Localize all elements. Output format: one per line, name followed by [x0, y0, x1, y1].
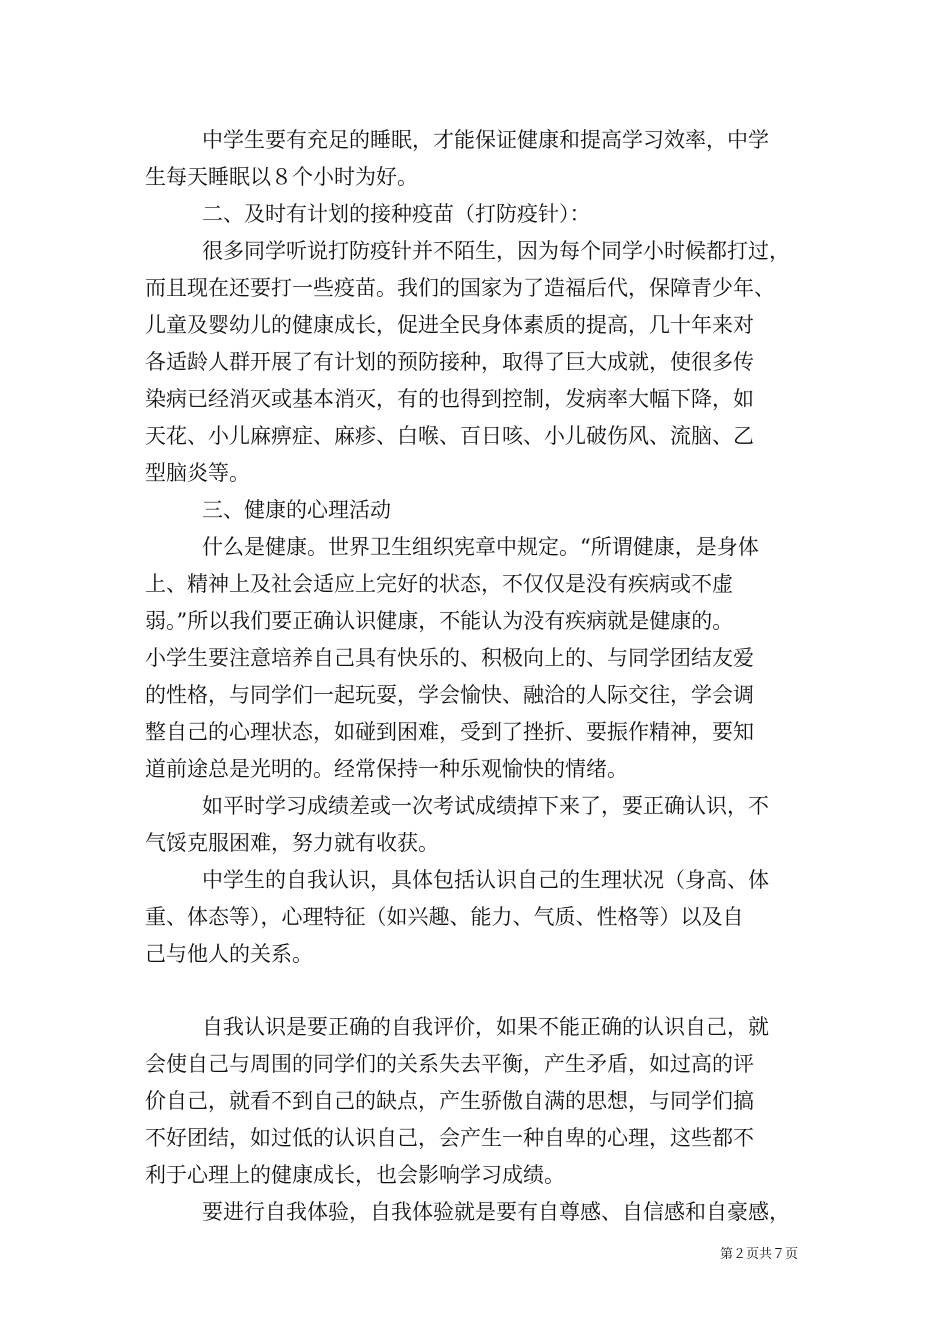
text-line: 如平时学习成绩差或一次考试成绩掉下来了，要正确认识，不 — [202, 794, 769, 818]
text-line: 的性格，与同学们一起玩耍，学会愉快、融洽的人际交往，学会调 — [145, 683, 754, 707]
text-line: 中学生要有充足的睡眠，才能保证健康和提高学习效率，中学 — [202, 128, 769, 152]
text-line: 整自己的心理状态，如碰到困难，受到了挫折、要振作精神，要知 — [145, 720, 754, 744]
text-line: 儿童及婴幼儿的健康成长，促进全民身体素质的提高，几十年来对 — [145, 313, 754, 337]
text-line: 会使自己与周围的同学们的关系失去平衡，产生矛盾，如过高的评 — [145, 1052, 754, 1076]
text-line: 气馁克服困难，努力就有收获。 — [145, 831, 439, 855]
text-line: 己与他人的关系。 — [145, 942, 313, 966]
text-line: 利于心理上的健康成长，也会影响学习成绩。 — [145, 1163, 565, 1187]
text-line: 什么是健康。世界卫生组织宪章中规定。“所谓健康，是身体 — [202, 535, 759, 559]
text-line: 弱。”所以我们要正确认识健康，不能认为没有疾病就是健康的。 — [145, 609, 734, 633]
text-line: 型脑炎等。 — [145, 461, 250, 485]
text-line: 价自己，就看不到自己的缺点，产生骄傲自满的思想，与同学们搞 — [145, 1089, 754, 1113]
text-line: 天花、小儿麻痹症、麻疹、白喉、百日咳、小儿破伤风、流脑、乙 — [145, 424, 754, 448]
page-number: 第２页共７页 — [720, 1247, 799, 1262]
text-line: 道前途总是光明的。经常保持一种乐观愉快的情绪。 — [145, 757, 628, 781]
text-line: 生每天睡眠以８个小时为好。 — [145, 165, 418, 189]
text-line: 染病已经消灭或基本消灭，有的也得到控制，发病率大幅下降，如 — [145, 387, 754, 411]
text-line: 重、体态等），心理特征（如兴趣、能力、气质、性格等）以及自 — [145, 905, 744, 929]
text-line: 小学生要注意培养自己具有快乐的、积极向上的、与同学团结友爱 — [145, 646, 754, 670]
text-line: 各适龄人群开展了有计划的预防接种，取得了巨大成就，使很多传 — [145, 350, 754, 374]
text-line: 很多同学听说打防疫针并不陌生，因为每个同学小时候都打过， — [202, 239, 790, 263]
section-heading: 三、健康的心理活动 — [202, 498, 391, 522]
paragraph-gap — [145, 973, 808, 1009]
text-line: 要进行自我体验，自我体验就是要有自尊感、自信感和自豪感， — [202, 1200, 790, 1224]
document-body — [145, 122, 808, 1231]
text-line: 中学生的自我认识，具体包括认识自己的生理状况（身高、体 — [202, 868, 769, 892]
text-line: 上、精神上及社会适应上完好的状态，不仅仅是没有疾病或不虚 — [145, 572, 733, 596]
section-heading: 二、及时有计划的接种疫苗（打防疫针）： — [202, 202, 591, 226]
text-line: 自我认识是要正确的自我评价，如果不能正确的认识自己，就 — [202, 1015, 769, 1039]
text-line: 不好团结，如过低的认识自己，会产生一种自卑的心理，这些都不 — [145, 1126, 754, 1150]
text-line: 而且现在还要打一些疫苗。我们的国家为了造福后代，保障青少年、 — [145, 276, 775, 300]
